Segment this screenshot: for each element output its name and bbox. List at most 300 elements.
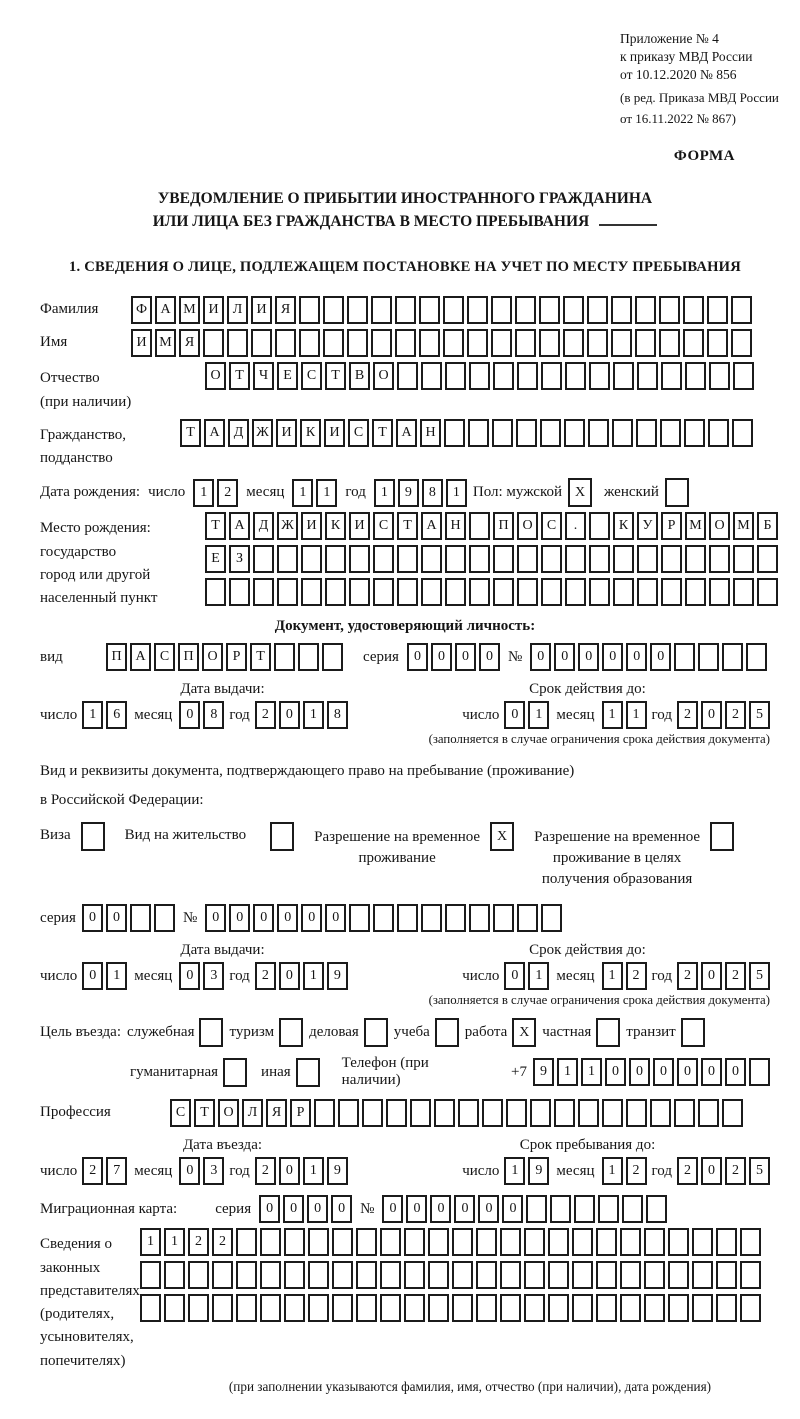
form-cell[interactable]: 0 — [259, 1195, 280, 1223]
form-cell[interactable]: 1 — [303, 1157, 324, 1185]
form-cell[interactable]: 8 — [203, 701, 224, 729]
form-cell[interactable] — [323, 329, 344, 357]
form-cell[interactable] — [564, 419, 585, 447]
form-cell[interactable] — [199, 1018, 223, 1047]
form-cell[interactable] — [279, 1018, 303, 1047]
form-cell[interactable]: 0 — [279, 1157, 300, 1185]
form-cell[interactable] — [332, 1294, 353, 1322]
form-cell[interactable]: 9 — [528, 1157, 549, 1185]
form-cell[interactable] — [275, 329, 296, 357]
form-cell[interactable] — [668, 1261, 689, 1289]
form-cell[interactable] — [491, 329, 512, 357]
form-cell[interactable] — [397, 578, 418, 606]
form-cell[interactable] — [598, 1195, 619, 1223]
form-cell[interactable] — [612, 419, 633, 447]
form-cell[interactable]: П — [493, 512, 514, 540]
form-cell[interactable] — [740, 1294, 761, 1322]
form-cell[interactable] — [587, 296, 608, 324]
form-cell[interactable] — [698, 643, 719, 671]
form-cell[interactable] — [757, 545, 778, 573]
form-cell[interactable] — [596, 1261, 617, 1289]
form-cell[interactable] — [589, 512, 610, 540]
form-cell[interactable] — [611, 296, 632, 324]
form-cell[interactable] — [469, 362, 490, 390]
form-cell[interactable]: 0 — [578, 643, 599, 671]
form-cell[interactable]: М — [155, 329, 176, 357]
form-cell[interactable] — [740, 1228, 761, 1256]
form-cell[interactable] — [722, 1099, 743, 1127]
form-cell[interactable]: 0 — [82, 904, 103, 932]
form-cell[interactable] — [404, 1294, 425, 1322]
form-cell[interactable] — [659, 296, 680, 324]
form-cell[interactable]: 1 — [193, 479, 214, 507]
form-cell[interactable]: 0 — [325, 904, 346, 932]
form-cell[interactable] — [356, 1294, 377, 1322]
form-cell[interactable] — [212, 1294, 233, 1322]
form-cell[interactable]: 0 — [454, 1195, 475, 1223]
form-cell[interactable] — [740, 1261, 761, 1289]
form-cell[interactable] — [467, 329, 488, 357]
form-cell[interactable]: И — [203, 296, 224, 324]
form-cell[interactable] — [500, 1294, 521, 1322]
form-cell[interactable] — [515, 296, 536, 324]
form-cell[interactable] — [253, 578, 274, 606]
form-cell[interactable] — [637, 362, 658, 390]
form-cell[interactable] — [493, 362, 514, 390]
form-cell[interactable]: X — [568, 478, 592, 507]
form-cell[interactable]: И — [324, 419, 345, 447]
form-cell[interactable] — [524, 1261, 545, 1289]
form-cell[interactable] — [541, 904, 562, 932]
form-cell[interactable] — [164, 1294, 185, 1322]
form-cell[interactable]: 2 — [212, 1228, 233, 1256]
form-cell[interactable]: С — [541, 512, 562, 540]
form-cell[interactable] — [482, 1099, 503, 1127]
form-cell[interactable] — [733, 578, 754, 606]
form-cell[interactable]: О — [205, 362, 226, 390]
form-cell[interactable] — [397, 545, 418, 573]
form-cell[interactable]: 0 — [431, 643, 452, 671]
form-cell[interactable] — [373, 578, 394, 606]
form-cell[interactable] — [661, 545, 682, 573]
form-cell[interactable]: Р — [661, 512, 682, 540]
form-cell[interactable]: И — [349, 512, 370, 540]
form-cell[interactable] — [296, 1058, 320, 1087]
form-cell[interactable]: 2 — [677, 701, 698, 729]
form-cell[interactable]: 7 — [106, 1157, 127, 1185]
form-cell[interactable] — [452, 1294, 473, 1322]
form-cell[interactable] — [674, 1099, 695, 1127]
form-cell[interactable] — [548, 1261, 569, 1289]
form-cell[interactable] — [203, 329, 224, 357]
form-cell[interactable]: Т — [325, 362, 346, 390]
form-cell[interactable]: 0 — [205, 904, 226, 932]
form-cell[interactable]: А — [229, 512, 250, 540]
form-cell[interactable] — [371, 296, 392, 324]
form-cell[interactable] — [298, 643, 319, 671]
form-cell[interactable] — [491, 296, 512, 324]
form-cell[interactable]: 1 — [528, 962, 549, 990]
form-cell[interactable]: О — [373, 362, 394, 390]
form-cell[interactable]: 0 — [179, 701, 200, 729]
form-cell[interactable] — [428, 1228, 449, 1256]
form-cell[interactable] — [347, 296, 368, 324]
form-cell[interactable]: 3 — [203, 1157, 224, 1185]
form-cell[interactable]: 0 — [279, 701, 300, 729]
form-cell[interactable]: Ф — [131, 296, 152, 324]
form-cell[interactable] — [710, 822, 734, 851]
form-cell[interactable]: 0 — [331, 1195, 352, 1223]
form-cell[interactable] — [349, 578, 370, 606]
form-cell[interactable]: Ч — [253, 362, 274, 390]
form-cell[interactable] — [572, 1261, 593, 1289]
form-cell[interactable]: К — [300, 419, 321, 447]
form-cell[interactable] — [637, 545, 658, 573]
form-cell[interactable] — [410, 1099, 431, 1127]
form-cell[interactable]: Т — [372, 419, 393, 447]
form-cell[interactable]: С — [348, 419, 369, 447]
form-cell[interactable] — [277, 545, 298, 573]
form-cell[interactable] — [587, 329, 608, 357]
form-cell[interactable]: 1 — [140, 1228, 161, 1256]
form-cell[interactable] — [469, 904, 490, 932]
form-cell[interactable]: Е — [205, 545, 226, 573]
form-cell[interactable]: А — [155, 296, 176, 324]
form-cell[interactable]: X — [490, 822, 514, 851]
form-cell[interactable] — [635, 329, 656, 357]
form-cell[interactable]: X — [512, 1018, 536, 1047]
form-cell[interactable]: 9 — [533, 1058, 554, 1086]
form-cell[interactable]: 0 — [701, 962, 722, 990]
form-cell[interactable]: 2 — [725, 701, 746, 729]
form-cell[interactable]: С — [301, 362, 322, 390]
form-cell[interactable] — [362, 1099, 383, 1127]
form-cell[interactable] — [596, 1294, 617, 1322]
form-cell[interactable] — [492, 419, 513, 447]
form-cell[interactable]: 0 — [179, 1157, 200, 1185]
form-cell[interactable]: А — [204, 419, 225, 447]
form-cell[interactable] — [493, 545, 514, 573]
form-cell[interactable] — [212, 1261, 233, 1289]
form-cell[interactable] — [613, 578, 634, 606]
form-cell[interactable]: 1 — [446, 479, 467, 507]
form-cell[interactable]: 2 — [255, 701, 276, 729]
form-cell[interactable] — [395, 329, 416, 357]
form-cell[interactable]: А — [130, 643, 151, 671]
form-cell[interactable]: П — [106, 643, 127, 671]
form-cell[interactable] — [516, 419, 537, 447]
form-cell[interactable] — [373, 904, 394, 932]
form-cell[interactable] — [733, 362, 754, 390]
form-cell[interactable] — [397, 362, 418, 390]
form-cell[interactable]: Е — [277, 362, 298, 390]
form-cell[interactable] — [620, 1294, 641, 1322]
form-cell[interactable] — [661, 578, 682, 606]
form-cell[interactable] — [674, 643, 695, 671]
form-cell[interactable] — [395, 296, 416, 324]
form-cell[interactable] — [636, 419, 657, 447]
form-cell[interactable] — [620, 1228, 641, 1256]
form-cell[interactable]: Д — [253, 512, 274, 540]
form-cell[interactable]: Т — [194, 1099, 215, 1127]
form-cell[interactable] — [419, 296, 440, 324]
form-cell[interactable] — [563, 329, 584, 357]
form-cell[interactable] — [284, 1261, 305, 1289]
form-cell[interactable] — [325, 578, 346, 606]
form-cell[interactable]: 2 — [626, 962, 647, 990]
form-cell[interactable] — [260, 1228, 281, 1256]
form-cell[interactable] — [284, 1294, 305, 1322]
form-cell[interactable]: Я — [275, 296, 296, 324]
form-cell[interactable]: 0 — [650, 643, 671, 671]
form-cell[interactable] — [154, 904, 175, 932]
form-cell[interactable] — [644, 1261, 665, 1289]
form-cell[interactable]: Н — [445, 512, 466, 540]
form-cell[interactable] — [469, 512, 490, 540]
form-cell[interactable] — [164, 1261, 185, 1289]
form-cell[interactable] — [314, 1099, 335, 1127]
form-cell[interactable] — [589, 578, 610, 606]
form-cell[interactable] — [716, 1294, 737, 1322]
form-cell[interactable] — [517, 362, 538, 390]
form-cell[interactable] — [515, 329, 536, 357]
form-cell[interactable] — [435, 1018, 459, 1047]
form-cell[interactable]: 1 — [504, 1157, 525, 1185]
form-cell[interactable]: 0 — [725, 1058, 746, 1086]
form-cell[interactable] — [404, 1228, 425, 1256]
form-cell[interactable] — [338, 1099, 359, 1127]
form-cell[interactable] — [373, 545, 394, 573]
form-cell[interactable] — [493, 578, 514, 606]
form-cell[interactable] — [574, 1195, 595, 1223]
form-cell[interactable] — [308, 1261, 329, 1289]
form-cell[interactable]: 0 — [629, 1058, 650, 1086]
form-cell[interactable] — [253, 545, 274, 573]
form-cell[interactable]: О — [202, 643, 223, 671]
form-cell[interactable]: 1 — [557, 1058, 578, 1086]
form-cell[interactable]: П — [178, 643, 199, 671]
form-cell[interactable] — [251, 329, 272, 357]
form-cell[interactable] — [236, 1228, 257, 1256]
form-cell[interactable] — [229, 578, 250, 606]
form-cell[interactable] — [140, 1261, 161, 1289]
form-cell[interactable] — [563, 296, 584, 324]
form-cell[interactable] — [548, 1294, 569, 1322]
form-cell[interactable]: Ж — [277, 512, 298, 540]
form-cell[interactable] — [444, 419, 465, 447]
form-cell[interactable]: 1 — [316, 479, 337, 507]
form-cell[interactable]: М — [685, 512, 706, 540]
form-cell[interactable]: 0 — [179, 962, 200, 990]
form-cell[interactable]: 0 — [653, 1058, 674, 1086]
form-cell[interactable]: Н — [420, 419, 441, 447]
form-cell[interactable] — [668, 1228, 689, 1256]
form-cell[interactable]: 1 — [602, 701, 623, 729]
form-cell[interactable]: М — [733, 512, 754, 540]
form-cell[interactable] — [500, 1228, 521, 1256]
form-cell[interactable] — [716, 1228, 737, 1256]
form-cell[interactable] — [421, 904, 442, 932]
form-cell[interactable] — [541, 362, 562, 390]
form-cell[interactable] — [572, 1228, 593, 1256]
form-cell[interactable] — [716, 1261, 737, 1289]
form-cell[interactable] — [698, 1099, 719, 1127]
form-cell[interactable] — [308, 1294, 329, 1322]
form-cell[interactable] — [443, 329, 464, 357]
form-cell[interactable] — [476, 1294, 497, 1322]
form-cell[interactable]: 9 — [327, 1157, 348, 1185]
form-cell[interactable]: С — [154, 643, 175, 671]
form-cell[interactable] — [622, 1195, 643, 1223]
form-cell[interactable]: 3 — [203, 962, 224, 990]
form-cell[interactable] — [709, 578, 730, 606]
form-cell[interactable]: 0 — [701, 1157, 722, 1185]
form-cell[interactable]: 0 — [502, 1195, 523, 1223]
form-cell[interactable]: 5 — [749, 1157, 770, 1185]
form-cell[interactable] — [380, 1228, 401, 1256]
form-cell[interactable]: 0 — [253, 904, 274, 932]
form-cell[interactable] — [589, 545, 610, 573]
form-cell[interactable] — [445, 545, 466, 573]
form-cell[interactable]: Л — [227, 296, 248, 324]
form-cell[interactable] — [665, 478, 689, 507]
form-cell[interactable]: О — [218, 1099, 239, 1127]
form-cell[interactable]: 0 — [478, 1195, 499, 1223]
form-cell[interactable]: 0 — [229, 904, 250, 932]
form-cell[interactable] — [683, 329, 704, 357]
form-cell[interactable]: О — [709, 512, 730, 540]
form-cell[interactable] — [517, 545, 538, 573]
form-cell[interactable] — [81, 822, 105, 851]
form-cell[interactable]: 2 — [626, 1157, 647, 1185]
form-cell[interactable] — [707, 329, 728, 357]
form-cell[interactable] — [421, 578, 442, 606]
form-cell[interactable]: 0 — [530, 643, 551, 671]
form-cell[interactable] — [731, 296, 752, 324]
form-cell[interactable] — [681, 1018, 705, 1047]
form-cell[interactable]: У — [637, 512, 658, 540]
form-cell[interactable]: О — [517, 512, 538, 540]
form-cell[interactable] — [683, 296, 704, 324]
form-cell[interactable]: 2 — [255, 1157, 276, 1185]
form-cell[interactable]: 9 — [327, 962, 348, 990]
form-cell[interactable]: 0 — [106, 904, 127, 932]
form-cell[interactable]: Я — [179, 329, 200, 357]
form-cell[interactable] — [589, 362, 610, 390]
form-cell[interactable] — [620, 1261, 641, 1289]
form-cell[interactable] — [205, 578, 226, 606]
form-cell[interactable] — [506, 1099, 527, 1127]
form-cell[interactable] — [308, 1228, 329, 1256]
form-cell[interactable] — [572, 1294, 593, 1322]
form-cell[interactable]: 5 — [749, 701, 770, 729]
form-cell[interactable]: Я — [266, 1099, 287, 1127]
form-cell[interactable]: 2 — [217, 479, 238, 507]
form-cell[interactable] — [596, 1018, 620, 1047]
form-cell[interactable] — [554, 1099, 575, 1127]
form-cell[interactable] — [692, 1228, 713, 1256]
form-cell[interactable]: 2 — [82, 1157, 103, 1185]
form-cell[interactable] — [611, 329, 632, 357]
form-cell[interactable]: 0 — [82, 962, 103, 990]
form-cell[interactable] — [443, 296, 464, 324]
form-cell[interactable] — [299, 296, 320, 324]
form-cell[interactable] — [301, 578, 322, 606]
form-cell[interactable] — [349, 904, 370, 932]
form-cell[interactable] — [323, 296, 344, 324]
form-cell[interactable]: Т — [397, 512, 418, 540]
form-cell[interactable] — [524, 1294, 545, 1322]
form-cell[interactable] — [517, 904, 538, 932]
form-cell[interactable] — [140, 1294, 161, 1322]
form-cell[interactable] — [356, 1228, 377, 1256]
form-cell[interactable]: И — [276, 419, 297, 447]
form-cell[interactable]: 1 — [303, 701, 324, 729]
form-cell[interactable] — [709, 545, 730, 573]
form-cell[interactable]: 2 — [725, 962, 746, 990]
form-cell[interactable]: 2 — [677, 962, 698, 990]
form-cell[interactable]: 0 — [701, 1058, 722, 1086]
form-cell[interactable] — [539, 329, 560, 357]
form-cell[interactable] — [637, 578, 658, 606]
form-cell[interactable] — [685, 545, 706, 573]
form-cell[interactable] — [685, 362, 706, 390]
form-cell[interactable] — [188, 1294, 209, 1322]
form-cell[interactable] — [428, 1294, 449, 1322]
form-cell[interactable] — [500, 1261, 521, 1289]
form-cell[interactable] — [349, 545, 370, 573]
form-cell[interactable] — [325, 545, 346, 573]
form-cell[interactable] — [468, 419, 489, 447]
form-cell[interactable] — [493, 904, 514, 932]
form-cell[interactable]: В — [349, 362, 370, 390]
form-cell[interactable]: 0 — [605, 1058, 626, 1086]
form-cell[interactable] — [708, 419, 729, 447]
form-cell[interactable] — [469, 545, 490, 573]
form-cell[interactable]: . — [565, 512, 586, 540]
form-cell[interactable] — [356, 1261, 377, 1289]
form-cell[interactable] — [421, 545, 442, 573]
form-cell[interactable]: 0 — [307, 1195, 328, 1223]
form-cell[interactable]: 0 — [626, 643, 647, 671]
form-cell[interactable] — [635, 296, 656, 324]
form-cell[interactable] — [692, 1261, 713, 1289]
form-cell[interactable] — [692, 1294, 713, 1322]
form-cell[interactable] — [386, 1099, 407, 1127]
form-cell[interactable]: И — [251, 296, 272, 324]
form-cell[interactable] — [684, 419, 705, 447]
form-cell[interactable] — [565, 578, 586, 606]
form-cell[interactable]: 1 — [602, 1157, 623, 1185]
form-cell[interactable]: 0 — [504, 962, 525, 990]
form-cell[interactable] — [467, 296, 488, 324]
form-cell[interactable]: И — [301, 512, 322, 540]
form-cell[interactable] — [469, 578, 490, 606]
form-cell[interactable] — [526, 1195, 547, 1223]
form-cell[interactable] — [452, 1261, 473, 1289]
form-cell[interactable] — [299, 329, 320, 357]
form-cell[interactable] — [541, 578, 562, 606]
form-cell[interactable] — [236, 1261, 257, 1289]
form-cell[interactable] — [668, 1294, 689, 1322]
form-cell[interactable] — [458, 1099, 479, 1127]
form-cell[interactable] — [661, 362, 682, 390]
form-cell[interactable] — [709, 362, 730, 390]
form-cell[interactable]: К — [325, 512, 346, 540]
form-cell[interactable] — [274, 643, 295, 671]
form-cell[interactable] — [596, 1228, 617, 1256]
form-cell[interactable] — [260, 1261, 281, 1289]
